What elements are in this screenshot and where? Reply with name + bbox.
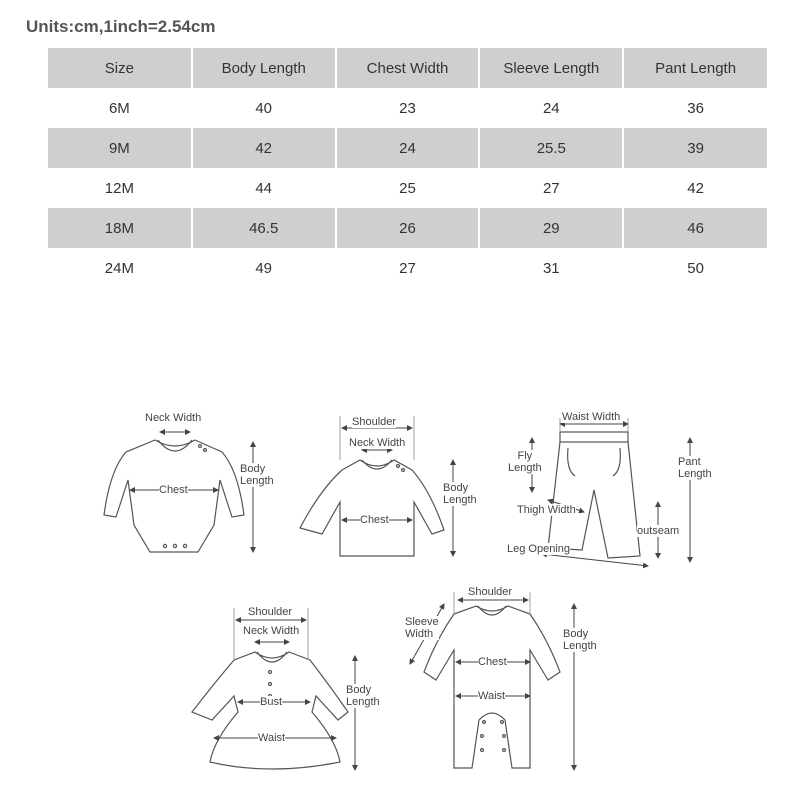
table-cell: 6M xyxy=(48,88,192,128)
pants-leg-opening-label: Leg Opening xyxy=(507,543,570,555)
romper-waist-label: Waist xyxy=(478,690,506,702)
bodysuit-outline xyxy=(104,440,244,552)
dress-shoulder-label: Shoulder xyxy=(248,606,293,618)
header-chest-width: Chest Width xyxy=(336,48,480,88)
table-cell: 26 xyxy=(336,208,480,248)
table-cell: 23 xyxy=(336,88,480,128)
dress-body-length-label: Body Length xyxy=(346,684,380,708)
table-cell: 42 xyxy=(687,179,704,197)
header-size: Size xyxy=(48,48,192,88)
table-cell: 31 xyxy=(479,248,623,288)
romper-shoulder-label: Shoulder xyxy=(468,586,513,598)
pants-thigh-width-label: Thigh Width xyxy=(517,504,576,516)
dress-waist-label: Waist xyxy=(258,732,286,744)
table-cell: 24M xyxy=(48,248,192,288)
bodysuit-body-length-label: Body Length xyxy=(240,463,274,487)
dress-neck-width-label: Neck Width xyxy=(243,625,300,637)
table-cell: 36 xyxy=(687,99,704,117)
top-neck-width-label: Neck Width xyxy=(349,437,406,449)
table-cell: 40 xyxy=(192,88,336,128)
top-chest-label: Chest xyxy=(360,514,389,526)
top-outline xyxy=(300,460,444,556)
table-cell: 25 xyxy=(336,168,480,208)
table-cell: 46 xyxy=(623,208,767,248)
pants-pant-length-label: Pant Length xyxy=(678,456,712,480)
table-cell: 27 xyxy=(479,168,623,208)
pants-outline xyxy=(548,432,640,558)
table-cell: 25.5 xyxy=(479,128,623,168)
top-body-length-label: Body Length xyxy=(443,482,477,506)
dress-outline xyxy=(192,652,348,769)
table-cell: 18M xyxy=(48,208,192,248)
table-cell: 44 xyxy=(192,168,336,208)
dress-bust-label: Bust xyxy=(260,696,283,708)
header-sleeve-length: Sleeve Length xyxy=(479,48,623,88)
table-cell: 24 xyxy=(479,88,623,128)
table-cell: 24 xyxy=(336,128,480,168)
table-cell: 29 xyxy=(479,208,623,248)
romper-outline xyxy=(424,606,560,768)
romper-body-length-label: Body Length xyxy=(563,628,597,652)
header-body-length: Body Length xyxy=(192,48,336,88)
pants-waist-width-label: Waist Width xyxy=(562,411,621,423)
table-cell: 46.5 xyxy=(192,208,336,248)
header-pant-length: Pant Length xyxy=(623,48,767,88)
units-note: Units:cm,1inch=2.54cm xyxy=(26,17,216,36)
table-cell: 50 xyxy=(687,259,704,277)
bodysuit-neck-width-label: Neck Width xyxy=(145,412,202,424)
table-cell: 27 xyxy=(336,248,480,288)
pants-fly-length-label: Fly Length xyxy=(508,450,542,474)
table-cell: 9M xyxy=(48,128,192,168)
romper-chest-label: Chest xyxy=(478,656,507,668)
romper-sleeve-width-label: Sleeve Width xyxy=(405,616,439,640)
table-cell: 42 xyxy=(192,128,336,168)
top-shoulder-label: Shoulder xyxy=(352,416,397,428)
bodysuit-chest-label: Chest xyxy=(159,484,188,496)
table-cell: 39 xyxy=(623,128,767,168)
table-cell: 49 xyxy=(192,248,336,288)
table-cell: 12M xyxy=(48,168,192,208)
pants-outseam-label: outseam xyxy=(637,525,680,537)
